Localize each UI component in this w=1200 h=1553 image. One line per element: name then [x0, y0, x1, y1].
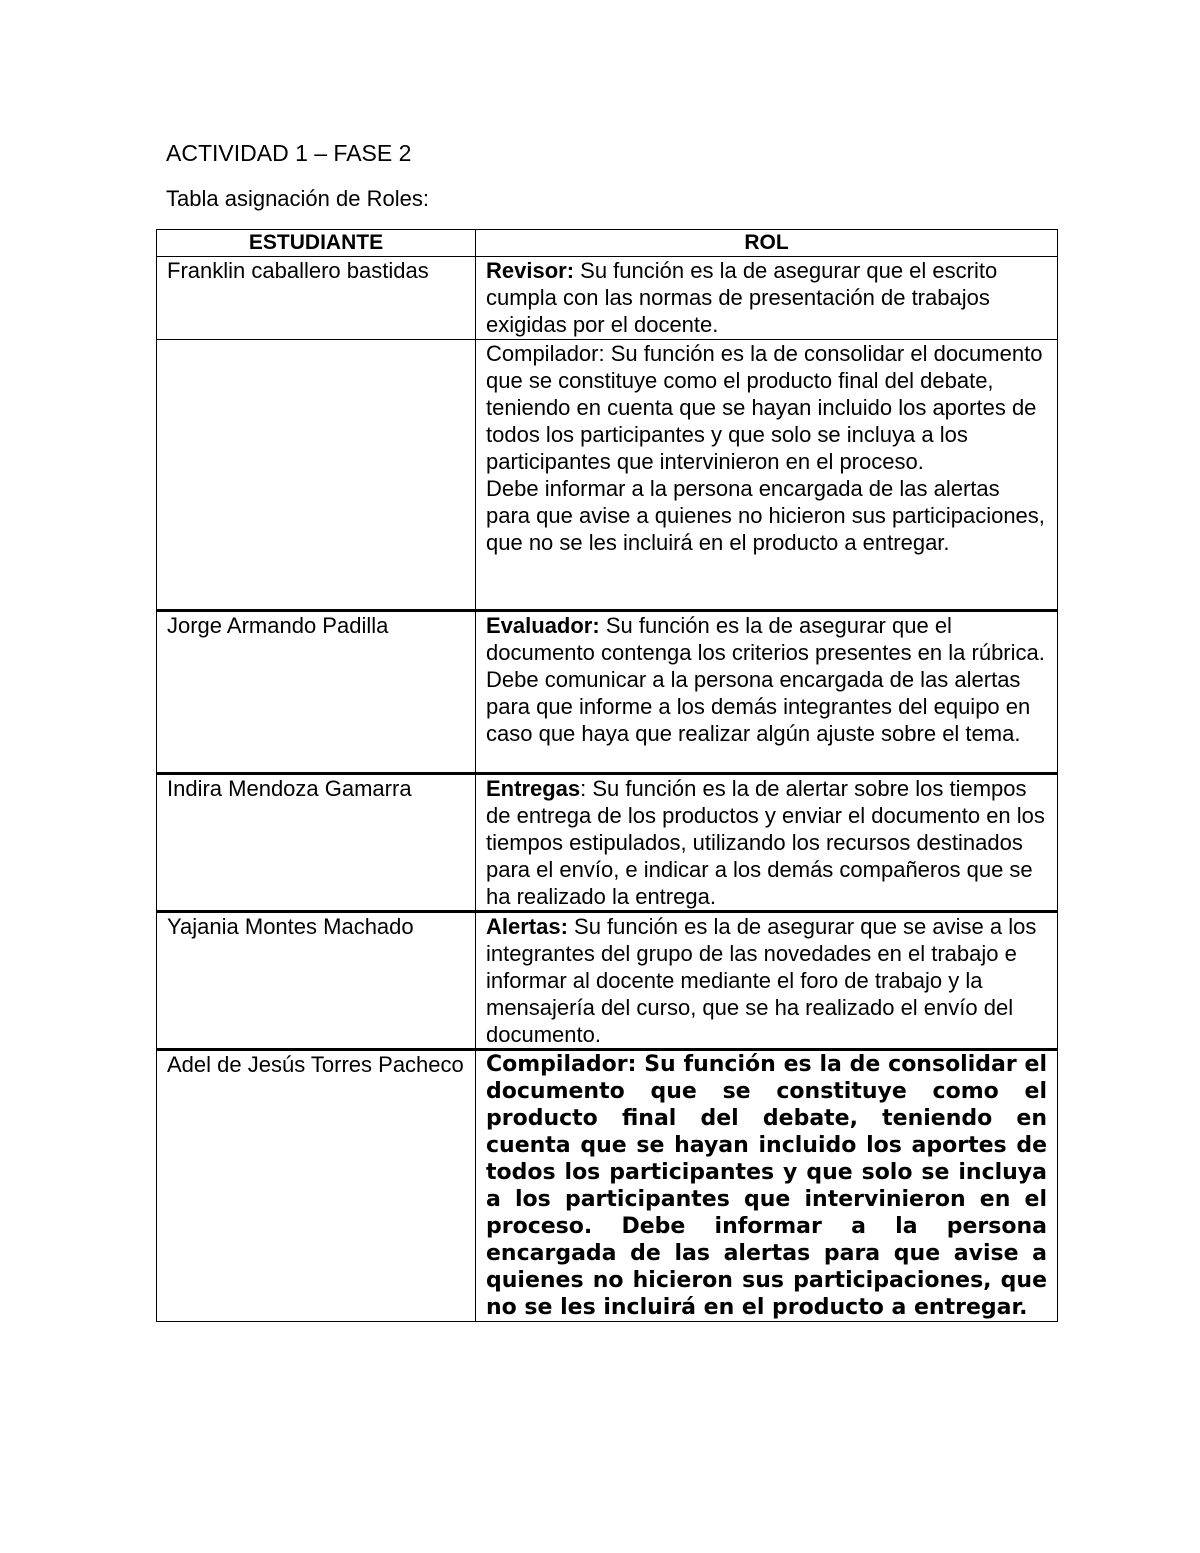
table-row [157, 340, 1058, 611]
role-name: Evaluador: [486, 613, 600, 638]
role-description: : Su función es la de consolidar el documento que se constituye como el producto final del debate, teniendo en cuenta que se hayan incluido los aportes de todos los participantes y que solo se incluya a los participantes que intervinieron en el proceso. Debe informar a la persona encargada de las alertas para que avise a quienes no hicieron sus participaciones, que no se les incluirá en el producto a entregar. [486, 1052, 1047, 1320]
student-cell: Franklin caballero bastidas [157, 257, 476, 340]
role-description: Su función es la de asegurar que se avise a los integrantes del grupo de las novedades en el trabajo e informar al docente mediante el foro de trabajo y la mensajería del curso, que se ha realizado el envío del documento. [486, 914, 1037, 1047]
role-cell [476, 340, 1058, 611]
table-row [157, 774, 1058, 912]
header-student: ESTUDIANTE [157, 230, 476, 257]
header-role: ROL [476, 230, 1058, 257]
role-description-extra: Debe informar a la persona encargada de las alertas para que avise a quienes no hicieron sus participaciones, que no se les incluirá en el producto a entregar. [486, 476, 1045, 555]
role-name: Revisor: [486, 258, 575, 283]
table-row [157, 912, 1058, 1050]
role-cell [476, 1050, 1058, 1322]
student-cell: Jorge Armando Padilla [157, 611, 476, 774]
table-caption: Tabla asignación de Roles: [166, 186, 429, 211]
page-title: ACTIVIDAD 1 – FASE 2 [166, 140, 412, 166]
student-cell: Indira Mendoza Gamarra [157, 774, 476, 912]
roles-table [156, 229, 1058, 1322]
role-description: Su función es la de asegurar que el documento contenga los criterios presentes en la rúbrica. Debe comunicar a la persona encargada de las alertas para que informe a los demás integrantes del equipo en caso que haya que realizar algún ajuste sobre el tema. [486, 613, 1045, 746]
role-cell [476, 257, 1058, 340]
role-cell [476, 774, 1058, 912]
student-cell: Yajania Montes Machado [157, 912, 476, 1050]
student-cell [157, 340, 476, 611]
table-row [157, 1050, 1058, 1322]
role-name: Alertas: [486, 914, 568, 939]
role-name: Compilador [486, 1052, 628, 1077]
student-cell: Adel de Jesús Torres Pacheco [157, 1050, 476, 1322]
role-description: : Su función es la de alertar sobre los tiempos de entrega de los productos y enviar el documento en los tiempos estipulados, utilizando los recursos destinados para el envío, e indicar a los demás compañeros que se ha realizado la entrega. [486, 776, 1045, 909]
table-row [157, 257, 1058, 340]
role-description: Compilador: Su función es la de consolidar el documento que se constituye como el producto final del debate, teniendo en cuenta que se hayan incluido los aportes de todos los participantes y que solo se incluya a los participantes que intervinieron en el proceso. [486, 341, 1043, 474]
table-row [157, 611, 1058, 774]
role-cell [476, 611, 1058, 774]
role-description: Su función es la de asegurar que el escrito cumpla con las normas de presentación de trabajos exigidas por el docente. [486, 258, 998, 337]
role-cell [476, 912, 1058, 1050]
role-name: Entregas [486, 776, 581, 801]
table-header-row [157, 230, 1058, 257]
